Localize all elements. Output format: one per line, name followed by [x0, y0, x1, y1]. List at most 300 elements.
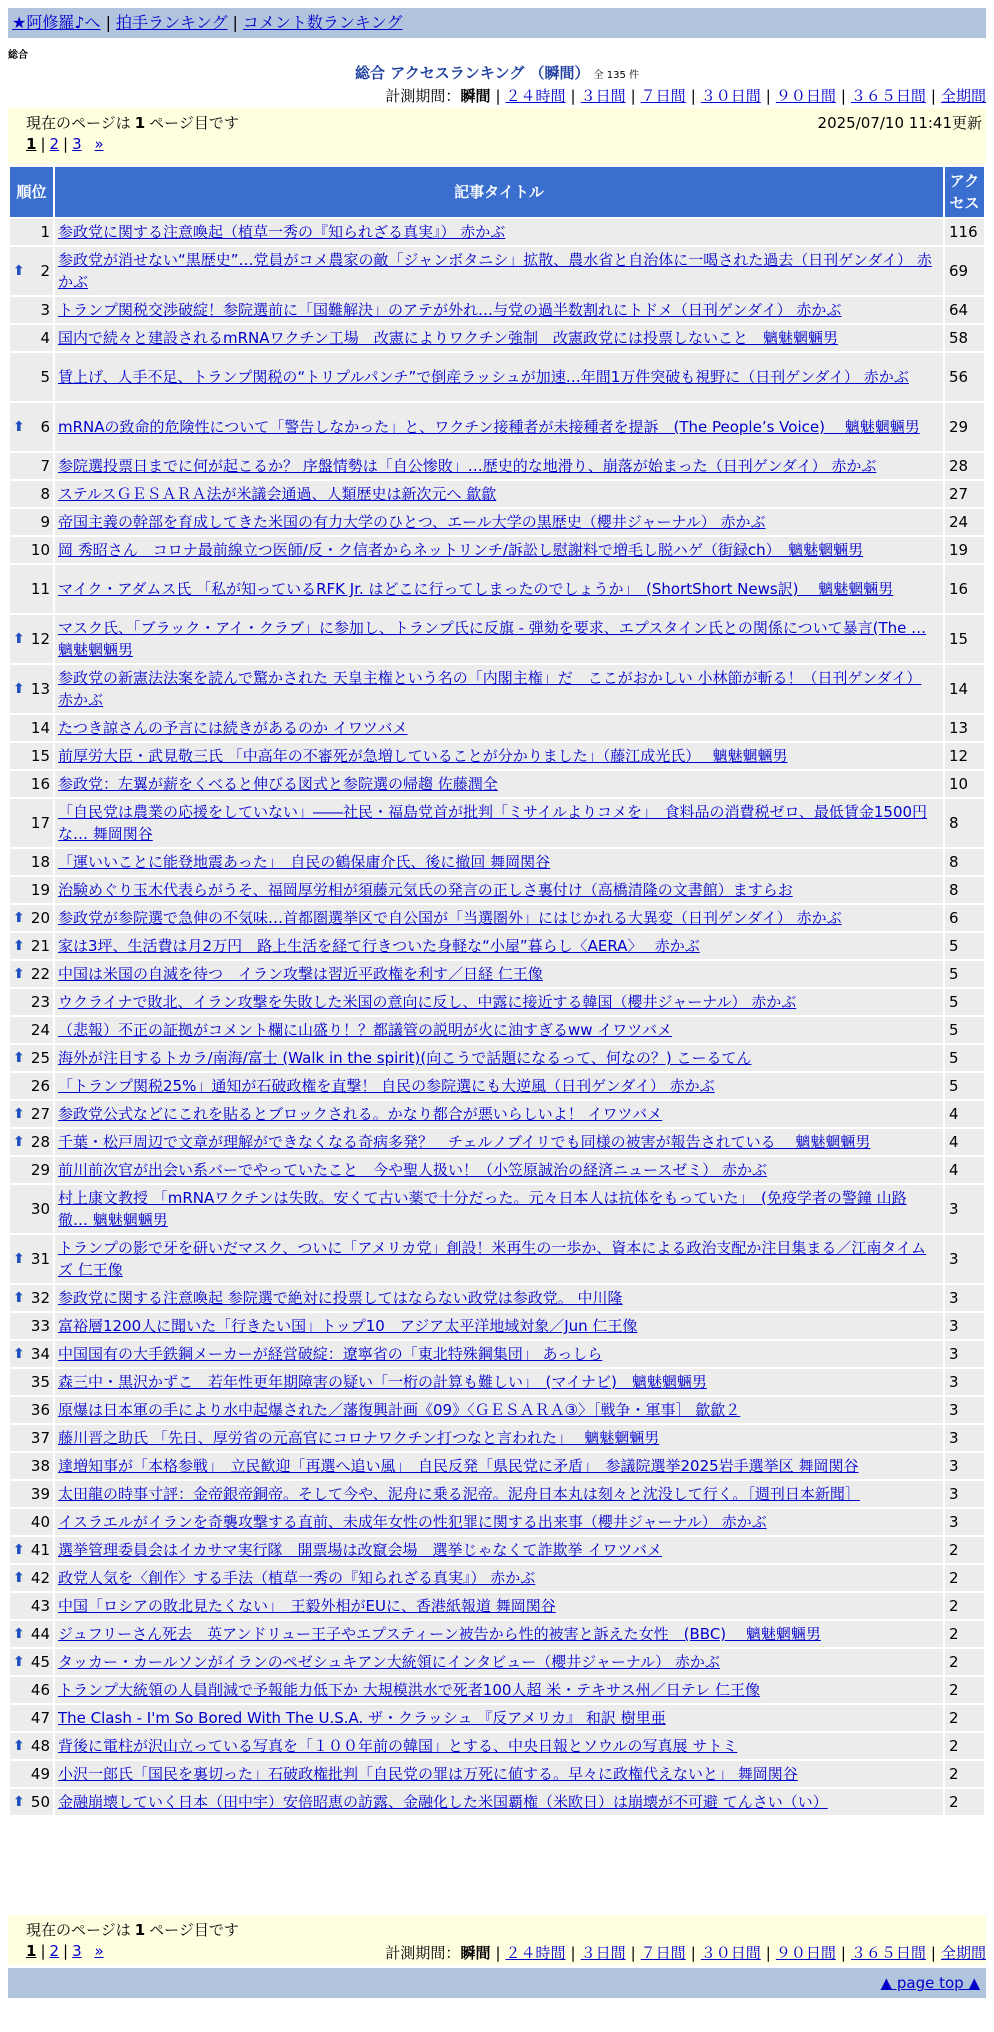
title-cell: [55, 1369, 943, 1395]
table-row: [10, 1341, 984, 1367]
rank-number: 46: [30, 1681, 50, 1699]
article-link[interactable]: 参政党が消せない“黒歴史”…党員がコメ農家の敵「ジャンボタニシ」拡散、農水省と自治体に一喝された過去（日刊ゲンダイ） 赤かぶ: [58, 251, 932, 291]
access-count: 4: [945, 1157, 984, 1183]
article-link[interactable]: 「トランプ関税25%」通知が石破政権を直撃！ 自民の参院選にも大逆風（日刊ゲンダイ） 赤かぶ: [58, 1077, 715, 1095]
page-link-3[interactable]: 3: [72, 135, 82, 153]
rank-number: 33: [30, 1317, 50, 1335]
table-row: [10, 1129, 984, 1155]
access-count: 5: [945, 961, 984, 987]
article-link[interactable]: The Clash - I'm So Bored With The U.S.A. ザ・クラッシュ 『反アメリカ』 和訳 樹里亜: [58, 1709, 666, 1727]
rank-up-arrow-icon: ⬆: [13, 1738, 25, 1754]
period-label: 計測期間：: [385, 87, 461, 105]
table-row: [10, 1649, 984, 1675]
article-link[interactable]: 政党人気を〈創作〉する手法（植草一秀の『知られざる真実』） 赤かぶ: [58, 1569, 536, 1587]
article-link[interactable]: 参政党に関する注意喚起（植草一秀の『知られざる真実』） 赤かぶ: [58, 223, 506, 241]
period-option-2[interactable]: ７日間: [640, 87, 686, 105]
rank-number: 45: [30, 1653, 50, 1671]
article-link[interactable]: イスラエルがイランを奇襲攻撃する直前、未成年女性の性犯罪に関する出来事（櫻井ジャーナル） 赤かぶ: [58, 1513, 767, 1531]
title-cell: [55, 1593, 943, 1619]
current-page-text-bottom: 現在のページは 1 ページ目です: [26, 1921, 239, 1939]
article-link[interactable]: ステルスＧＥＳＡＲＡ法が米議会通過、人類歴史は新次元へ 歙歙: [58, 485, 497, 503]
rank-cell: [10, 1369, 53, 1395]
period-separator: |: [495, 1944, 501, 1962]
rank-up-arrow-icon: ⬆: [13, 1251, 25, 1267]
rank-number: 35: [30, 1373, 50, 1391]
title-cell: [55, 849, 943, 875]
title-cell: [55, 961, 943, 987]
access-count: 8: [945, 849, 984, 875]
period-separator: |: [930, 87, 936, 105]
access-count: 3: [945, 1235, 984, 1283]
article-link[interactable]: タッカー・カールソンがイランのペゼシュキアン大統領にインタビュー（櫻井ジャーナル） 赤かぶ: [58, 1653, 720, 1671]
article-link[interactable]: （悲報）不正の証拠がコメント欄に山盛り！？都議管の説明が火に油すぎるww イワツバメ: [58, 1021, 673, 1039]
rank-cell: [10, 1045, 53, 1071]
access-count: 3: [945, 1509, 984, 1535]
period-option-0[interactable]: ２４時間: [505, 1944, 566, 1962]
period-option-3[interactable]: ３０日間: [700, 1944, 761, 1962]
period-option-4[interactable]: ９０日間: [775, 1944, 836, 1962]
title-cell: [55, 1677, 943, 1703]
rank-number: 41: [30, 1541, 50, 1559]
period-separator: |: [690, 1944, 696, 1962]
article-link[interactable]: 「運いいことに能登地震あった」 自民の鶴保庸介氏、後に撤回 舞岡関谷: [58, 853, 551, 871]
title-cell: [55, 877, 943, 903]
title-cell: [55, 1235, 943, 1283]
title-cell: [55, 1285, 943, 1311]
page-top-link[interactable]: ▲ page top ▲: [880, 1974, 980, 1992]
title-cell: [55, 989, 943, 1015]
title-cell: [55, 453, 943, 479]
access-count: 3: [945, 1313, 984, 1339]
rank-cell: [10, 565, 53, 613]
page-link-2[interactable]: 2: [49, 135, 60, 153]
article-link[interactable]: 参政党が参院選で急伸の不気味…首都圏選挙区で自公国が「当選圏外」にはじかれる大異変（日刊ゲンダイ） 赤かぶ: [58, 909, 842, 927]
article-link[interactable]: 前厚労大臣・武見敬三氏 「中高年の不審死が急増していることが分かりました」（藤江成光氏） 魑魅魍魎男: [58, 747, 788, 765]
rank-number: 49: [30, 1765, 50, 1783]
access-count: 15: [945, 615, 984, 663]
article-link[interactable]: 国内で続々と建設されるmRNAワクチン工場 改憲によりワクチン強制 改憲政党には投票しないこと 魑魅魍魎男: [58, 329, 839, 347]
rank-number: 44: [30, 1625, 50, 1643]
title-cell: [55, 665, 943, 713]
article-link[interactable]: 中国国有の大手鉄鋼メーカーが経営破綻：遼寧省の「東北特殊鋼集団」 あっしら: [58, 1345, 603, 1363]
rank-up-arrow-icon: ⬆: [13, 966, 25, 982]
rank-number: 10: [30, 541, 50, 559]
table-row: [10, 799, 984, 847]
rank-cell: [10, 1017, 53, 1043]
current-page-text: 現在のページは 1 ページ目です: [26, 114, 239, 132]
rank-up-arrow-icon: ⬆: [13, 938, 25, 954]
access-count: 64: [945, 297, 984, 323]
access-count: 4: [945, 1101, 984, 1127]
article-link[interactable]: 中国「ロシアの敗北見たくない」 王毅外相がEUに、香港紙報道 舞岡関谷: [58, 1597, 556, 1615]
pager-top: [8, 108, 986, 164]
rank-up-arrow-icon: ⬆: [13, 263, 25, 279]
rank-number: 30: [30, 1200, 50, 1218]
title-cell: [55, 715, 943, 741]
table-row: [10, 905, 984, 931]
rank-number: 23: [30, 993, 50, 1011]
table-row: [10, 1453, 984, 1479]
title-cell: [55, 1705, 943, 1731]
title-cell: [55, 1509, 943, 1535]
table-row: [10, 1565, 984, 1591]
article-link[interactable]: 選挙管理委員会はイカサマ実行隊 開票場は改竄会場 選挙じゃなくて詐欺挙 イワツバメ: [58, 1541, 663, 1559]
rank-up-arrow-icon: ⬆: [13, 1134, 25, 1150]
rank-number: 27: [30, 1105, 50, 1123]
table-row: [10, 933, 984, 959]
title-cell: [55, 1045, 943, 1071]
access-count: 12: [945, 743, 984, 769]
period-option-5[interactable]: ３６５日間: [850, 1944, 926, 1962]
access-count: 4: [945, 1129, 984, 1155]
rank-number: 36: [30, 1401, 50, 1419]
period-separator: |: [570, 1944, 576, 1962]
access-count: 2: [945, 1621, 984, 1647]
rank-number: 7: [40, 457, 50, 475]
page-link-2[interactable]: 2: [49, 1942, 60, 1960]
rank-cell: [10, 1341, 53, 1367]
title-cell: [55, 1313, 943, 1339]
title-cell: [55, 1101, 943, 1127]
rank-number: 38: [30, 1457, 50, 1475]
access-count: 5: [945, 989, 984, 1015]
rank-number: 47: [30, 1709, 50, 1727]
rank-up-arrow-icon: ⬆: [13, 1346, 25, 1362]
title-cell: [55, 325, 943, 351]
rank-number: 34: [30, 1345, 50, 1363]
title-cell: [55, 1761, 943, 1787]
access-count: 69: [945, 247, 984, 295]
page-link-1[interactable]: 1: [26, 135, 37, 153]
page-link-1[interactable]: 1: [26, 1942, 37, 1960]
rank-cell: [10, 799, 53, 847]
access-count: 6: [945, 905, 984, 931]
category-label: 総合: [8, 50, 28, 61]
rank-number: 11: [30, 580, 50, 598]
rank-cell: [10, 615, 53, 663]
table-row: [10, 1733, 984, 1759]
article-link[interactable]: トランプの影で牙を研いだマスク、ついに「アメリカ党」創設！米再生の一歩か、資本による政治支配か注目集まる／江南タイムズ 仁王像: [58, 1239, 927, 1279]
title-cell: [55, 353, 943, 401]
access-count: 2: [945, 1705, 984, 1731]
table-row: [10, 1185, 984, 1233]
rank-cell: [10, 403, 53, 451]
table-row: [10, 219, 984, 245]
article-link[interactable]: 「自民党は農業の応援をしていない」――社民・福島党首が批判「ミサイルよりコメを」 食料品の消費税ゼロ、最低賃金1500円な… 舞岡関谷: [58, 803, 928, 843]
access-count: 5: [945, 933, 984, 959]
period-separator: |: [630, 87, 636, 105]
nav-separator: |: [105, 13, 111, 32]
rank-cell: [10, 1789, 53, 1815]
rank-number: 48: [30, 1737, 50, 1755]
title-cell: [55, 219, 943, 245]
article-link[interactable]: 海外が注目するトカラ/南海/富士 (Walk in the spirit)(向こうで話題になるって、何なの？) こーるてん: [58, 1049, 752, 1067]
access-count: 5: [945, 1045, 984, 1071]
article-link[interactable]: 前川前次官が出会い系バーでやっていたこと 今や聖人扱い！（小笠原誠治の経済ニュースゼミ） 赤かぶ: [58, 1161, 768, 1179]
title-cell: [55, 615, 943, 663]
period-option-5[interactable]: ３６５日間: [850, 87, 926, 105]
nav-separator: |: [232, 13, 238, 32]
rank-number: 14: [30, 719, 50, 737]
table-header-row: [10, 167, 984, 217]
rank-cell: [10, 1129, 53, 1155]
rank-number: 37: [30, 1429, 50, 1447]
article-link[interactable]: 参政党に関する注意喚起 参院選で絶対に投票してはならない政党は参政党。 中川隆: [58, 1289, 623, 1307]
title-cell: [55, 1341, 943, 1367]
rank-up-arrow-icon: ⬆: [13, 681, 25, 697]
access-count: 19: [945, 537, 984, 563]
access-count: 16: [945, 565, 984, 613]
rank-cell: [10, 1425, 53, 1451]
rank-up-arrow-icon: ⬆: [13, 910, 25, 926]
title-cell: [55, 1129, 943, 1155]
article-link[interactable]: 治験めぐり玉木代表らがうそ、福岡厚労相が須藤元気氏の発言の正しさ裏付け（高橋清隆の文書館）ますらお: [58, 881, 793, 899]
table-row: [10, 1235, 984, 1283]
period-option-1[interactable]: ３日間: [580, 1944, 626, 1962]
ranking-rows: [10, 219, 984, 1815]
title-cell: [55, 1789, 943, 1815]
access-count: 10: [945, 771, 984, 797]
rank-cell: [10, 743, 53, 769]
applause-ranking-link[interactable]: 拍手ランキング: [115, 13, 228, 32]
title-cell: [55, 1621, 943, 1647]
rank-cell: [10, 509, 53, 535]
total-count: 全 135 件: [593, 70, 639, 81]
period-option-3[interactable]: ３０日間: [700, 87, 761, 105]
header-title: 記事タイトル: [55, 167, 943, 217]
article-link[interactable]: 富裕層1200人に聞いた「行きたい国」トップ10 アジア太平洋地域対象／Jun 仁王像: [58, 1317, 638, 1335]
rank-cell: [10, 1565, 53, 1591]
article-link[interactable]: トランプ大統領の人員削減で予報能力低下か 大規模洪水で死者100人超 米・テキサス州／日テレ 仁王像: [58, 1681, 761, 1699]
rank-number: 21: [30, 937, 50, 955]
page-separator: [86, 135, 91, 153]
title-cell: [55, 565, 943, 613]
rank-number: 42: [30, 1569, 50, 1587]
rank-cell: [10, 1621, 53, 1647]
page-separator: |: [63, 1942, 69, 1960]
rank-cell: [10, 481, 53, 507]
article-link[interactable]: 岡 秀昭さん コロナ最前線立つ医師/反・ク信者からネットリンチ/訴訟し慰謝料で増毛し脱ハゲ（街録ch） 魑魅魍魎男: [58, 541, 864, 559]
table-row: [10, 615, 984, 663]
title-cell: [55, 1017, 943, 1043]
article-link[interactable]: 達増知事が「本格参戦」 立民歓迎「再選へ追い風」 自民反発「県民党に矛盾」 参議院選挙2025岩手選挙区 舞岡関谷: [58, 1457, 859, 1475]
page-link-3[interactable]: 3: [72, 1942, 82, 1960]
access-count: 8: [945, 877, 984, 903]
access-count: 14: [945, 665, 984, 713]
rank-cell: [10, 325, 53, 351]
article-link[interactable]: 賃上げ、人手不足、トランプ関税の“トリプルパンチ”で倒産ラッシュが加速…年間1万件突破も視野に（日刊ゲンダイ） 赤かぶ: [58, 368, 909, 386]
rank-number: 24: [30, 1021, 50, 1039]
period-selector-top: [385, 85, 986, 106]
article-link[interactable]: 森三中・黒沢かずこ 若年性更年期障害の疑い「一桁の計算も難しい」 (マイナビ) 魑魅魍魎男: [58, 1373, 707, 1391]
article-link[interactable]: 太田龍の時事寸評：金帝銀帝銅帝。そして今や、泥舟に乗る泥帝。泥舟日本丸は刻々と沈没して行く。［週刊日本新聞］: [58, 1485, 860, 1503]
table-row: [10, 1073, 984, 1099]
rank-up-arrow-icon: ⬆: [13, 1626, 25, 1642]
rank-number: 16: [30, 775, 50, 793]
table-row: [10, 325, 984, 351]
article-link[interactable]: 藤川晋之助氏 「先日、厚労省の元高官にコロナワクチン打つなと言われた」 魑魅魍魎男: [58, 1429, 660, 1447]
article-link[interactable]: 帝国主義の幹部を育成してきた米国の有力大学のひとつ、エール大学の黒歴史（櫻井ジャーナル） 赤かぶ: [58, 513, 766, 531]
access-count: 3: [945, 1341, 984, 1367]
rank-number: 4: [40, 329, 50, 347]
page-links-bottom: [26, 1942, 104, 1960]
title-cell: [55, 537, 943, 563]
article-link[interactable]: 原爆は日本軍の手により水中起爆された／藩復興計画《09》〈ＧＥＳＡＲＡ③〉［戦争・軍事］ 歙歙２: [58, 1401, 741, 1419]
header-count: アクセス: [945, 167, 984, 217]
access-count: 27: [945, 481, 984, 507]
access-count: 58: [945, 325, 984, 351]
article-link[interactable]: 家は3坪、生活費は月2万円 路上生活を経て行きついた身軽な“小屋”暮らし〈AERA〉 赤かぶ: [58, 937, 700, 955]
table-row: [10, 1593, 984, 1619]
period-separator: |: [765, 87, 771, 105]
table-row: [10, 1789, 984, 1815]
period-label: 計測期間：: [385, 1944, 461, 1962]
access-count: 3: [945, 1425, 984, 1451]
access-count: 2: [945, 1789, 984, 1815]
rank-cell: [10, 537, 53, 563]
rank-number: 50: [30, 1793, 50, 1811]
page-separator: [86, 1942, 91, 1960]
rank-cell: [10, 219, 53, 245]
table-row: [10, 1285, 984, 1311]
rank-up-arrow-icon: ⬆: [13, 1794, 25, 1810]
article-link[interactable]: 中国は米国の自滅を待つ イラン攻撃は習近平政権を利す／日経 仁王像: [58, 965, 543, 983]
table-row: [10, 353, 984, 401]
title-cell: [55, 509, 943, 535]
rank-cell: [10, 1509, 53, 1535]
rank-number: 15: [30, 747, 50, 765]
rank-number: 19: [30, 881, 50, 899]
period-option-4[interactable]: ９０日間: [775, 87, 836, 105]
rank-number: 28: [30, 1133, 50, 1151]
table-row: [10, 1425, 984, 1451]
table-row: [10, 877, 984, 903]
article-link[interactable]: 千葉・松戸周辺で文章が理解ができなくなる奇病多発？ チェルノブイリでも同様の被害が報告されている 魑魅魍魎男: [58, 1133, 871, 1151]
updated-timestamp: 2025/07/10 11:41更新: [817, 114, 982, 132]
next-page-link[interactable]: »: [94, 1942, 104, 1960]
rank-up-arrow-icon: ⬆: [13, 1106, 25, 1122]
access-count: 3: [945, 1369, 984, 1395]
article-link[interactable]: 背後に電柱が沢山立っている写真を「１００年前の韓国」とする、中央日報とソウルの写真展 サトミ: [58, 1737, 738, 1755]
rank-cell: [10, 1761, 53, 1787]
page-title: 総合 アクセスランキング （瞬間）: [355, 64, 590, 82]
article-link[interactable]: たつき諒さんの予言には続きがあるのか イワツバメ: [58, 719, 408, 737]
access-count: 24: [945, 509, 984, 535]
rank-up-arrow-icon: ⬆: [13, 1542, 25, 1558]
rank-number: 20: [30, 909, 50, 927]
article-link[interactable]: 参政党：左翼が薪をくべると伸びる図式と参院選の帰趨 佐藤潤全: [58, 775, 498, 793]
period-option-2[interactable]: ７日間: [640, 1944, 686, 1962]
period-separator: |: [840, 87, 846, 105]
period-separator: |: [765, 1944, 771, 1962]
period-separator: |: [570, 87, 576, 105]
title-cell: [55, 1425, 943, 1451]
period-separator: |: [690, 87, 696, 105]
article-link[interactable]: 金融崩壊していく日本（田中宇）安倍昭恵の訪露、金融化した米国覇権（米欧日）は崩壊が不可避 てんさい（い）: [58, 1793, 828, 1811]
rank-cell: [10, 849, 53, 875]
article-link[interactable]: マイク・アダムス氏 「私が知っているRFK Jr. はどこに行ってしまったのでしょうか」 (ShortShort News訳) 魑魅魍魎男: [58, 580, 894, 598]
table-row: [10, 537, 984, 563]
header-rank: 順位: [10, 167, 53, 217]
article-link[interactable]: 小沢一郎氏「国民を裏切った」石破政権批判「自民党の罪は万死に値する。早々に政権代えないと」 舞岡関谷: [58, 1765, 798, 1783]
table-row: [10, 453, 984, 479]
access-count: 2: [945, 1761, 984, 1787]
home-link[interactable]: ★阿修羅♪へ: [12, 13, 101, 32]
page-title-row: [0, 62, 994, 83]
page-separator: |: [63, 135, 69, 153]
period-option-1[interactable]: ３日間: [580, 87, 626, 105]
title-cell: [55, 1733, 943, 1759]
title-cell: [55, 799, 943, 847]
article-link[interactable]: ウクライナで敗北、イラン攻撃を失敗した米国の意向に反し、中露に接近する韓国（櫻井ジャーナル） 赤かぶ: [58, 993, 797, 1011]
rank-cell: [10, 1705, 53, 1731]
rank-cell: [10, 1285, 53, 1311]
table-row: [10, 849, 984, 875]
title-cell: [55, 481, 943, 507]
access-count: 28: [945, 453, 984, 479]
next-page-link[interactable]: »: [94, 135, 104, 153]
article-link[interactable]: ジュフリーさん死去 英アンドリュー王子やエプスティーン被告から性的被害と訴えた女性 (BBC) 魑魅魍魎男: [58, 1625, 821, 1643]
title-cell: [55, 1185, 943, 1233]
table-row: [10, 961, 984, 987]
table-row: [10, 771, 984, 797]
rank-cell: [10, 297, 53, 323]
title-cell: [55, 1397, 943, 1423]
table-row: [10, 1045, 984, 1071]
article-link[interactable]: トランプ関税交渉破綻！参院選前に「国難解決」のアテが外れ…与党の過半数割れにトドメ（日刊ゲンダイ） 赤かぶ: [58, 301, 842, 319]
rank-cell: [10, 1101, 53, 1127]
rank-cell: [10, 1073, 53, 1099]
period-selector-bottom: [385, 1942, 986, 1963]
table-row: [10, 989, 984, 1015]
table-row: [10, 1017, 984, 1043]
access-count: 3: [945, 1397, 984, 1423]
rank-cell: [10, 1537, 53, 1563]
article-link[interactable]: 参政党の新憲法法案を読んで驚かされた 天皇主権という名の「内閣主権」だ ここがおかしい 小林節が斬る！（日刊ゲンダイ） 赤かぶ: [58, 669, 922, 709]
article-link[interactable]: 村上康文教授 「mRNAワクチンは失敗。安くて古い薬で十分だった。元々日本人は抗体をもっていた」 (免疫学者の警鐘 山路 徹… 魑魅魍魎男: [58, 1189, 907, 1229]
access-count: 2: [945, 1565, 984, 1591]
access-count: 5: [945, 1017, 984, 1043]
bottom-bar: [8, 1968, 986, 1998]
period-separator: |: [840, 1944, 846, 1962]
rank-number: 29: [30, 1161, 50, 1179]
article-link[interactable]: mRNAの致命的危険性について「警告しなかった」と、ワクチン接種者が未接種者を提訴 (The People’s Voice) 魑魅魍魎男: [58, 418, 920, 436]
title-cell: [55, 1481, 943, 1507]
table-row: [10, 1677, 984, 1703]
comment-ranking-link[interactable]: コメント数ランキング: [242, 13, 403, 32]
article-link[interactable]: マスク氏、「ブラック・アイ・クラブ」に参加し、トランプ氏に反旗 - 弾劾を要求、エプスタイン氏との関係について暴言(The … 魑魅魍魎男: [58, 619, 927, 659]
table-row: [10, 297, 984, 323]
rank-number: 22: [30, 965, 50, 983]
title-cell: [55, 933, 943, 959]
access-count: 29: [945, 403, 984, 451]
rank-number: 31: [30, 1250, 50, 1268]
period-option-0[interactable]: ２４時間: [505, 87, 566, 105]
article-link[interactable]: 参院選投票日までに何が起こるか？ 序盤情勢は「自公惨敗」…歴史的な地滑り、崩落が始まった（日刊ゲンダイ） 赤かぶ: [58, 457, 877, 475]
rank-cell: [10, 1157, 53, 1183]
period-current: 瞬間: [460, 1944, 491, 1962]
rank-cell: [10, 1649, 53, 1675]
rank-cell: [10, 1235, 53, 1283]
rank-cell: [10, 1677, 53, 1703]
article-link[interactable]: 参政党公式などにこれを貼るとブロックされる。かなり都合が悪いらしいよ！ イワツバメ: [58, 1105, 663, 1123]
table-row: [10, 1157, 984, 1183]
period-option-6[interactable]: 全期間: [940, 1944, 986, 1962]
rank-cell: [10, 877, 53, 903]
period-option-6[interactable]: 全期間: [940, 87, 986, 105]
title-cell: [55, 403, 943, 451]
access-count: 2: [945, 1733, 984, 1759]
